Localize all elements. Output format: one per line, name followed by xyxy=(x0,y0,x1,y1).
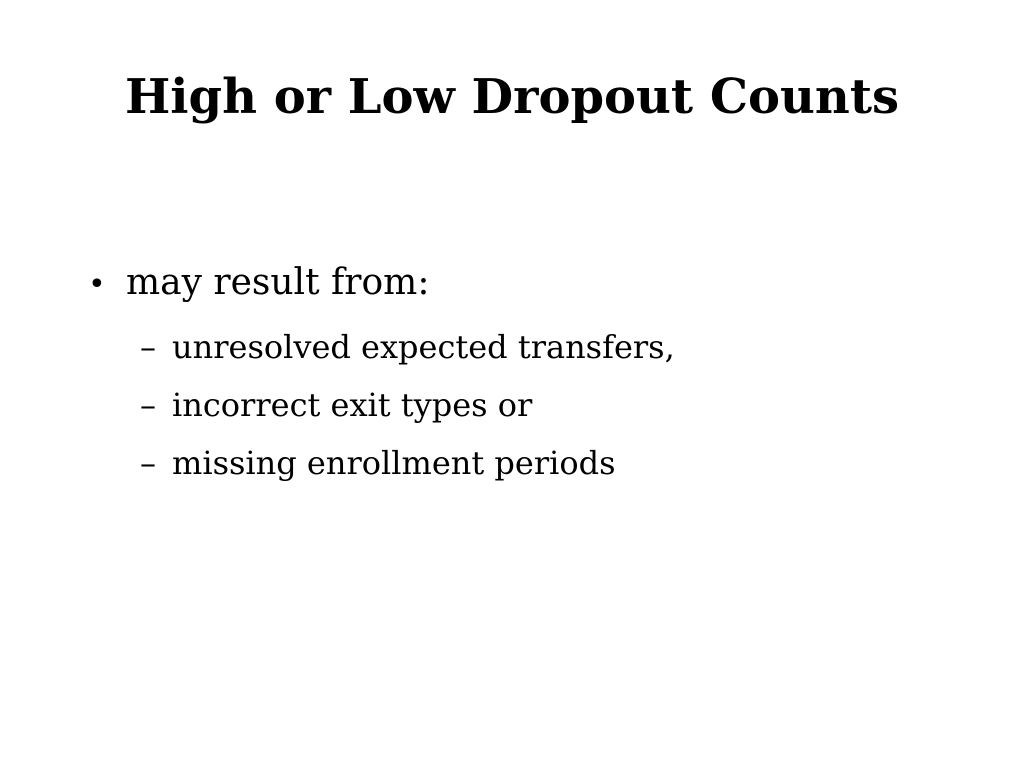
sub-bullet-item xyxy=(140,434,675,492)
sub-bullet-item xyxy=(140,318,675,376)
dash-marker: – xyxy=(140,386,156,424)
sub-bullet-text: incorrect exit types or xyxy=(172,386,533,424)
sub-bullet-item xyxy=(140,376,675,434)
slide-title: High or Low Dropout Counts xyxy=(124,69,900,125)
sub-bullet-text: missing enrollment periods xyxy=(172,444,616,482)
bullet-item xyxy=(88,258,429,310)
bullet-text: may result from: xyxy=(126,262,430,303)
sub-bullet-list xyxy=(140,318,675,492)
sub-bullet-text: unresolved expected transfers, xyxy=(172,328,675,366)
dash-marker: – xyxy=(140,444,156,482)
bullet-marker: • xyxy=(88,267,106,302)
dash-marker: – xyxy=(140,328,156,366)
